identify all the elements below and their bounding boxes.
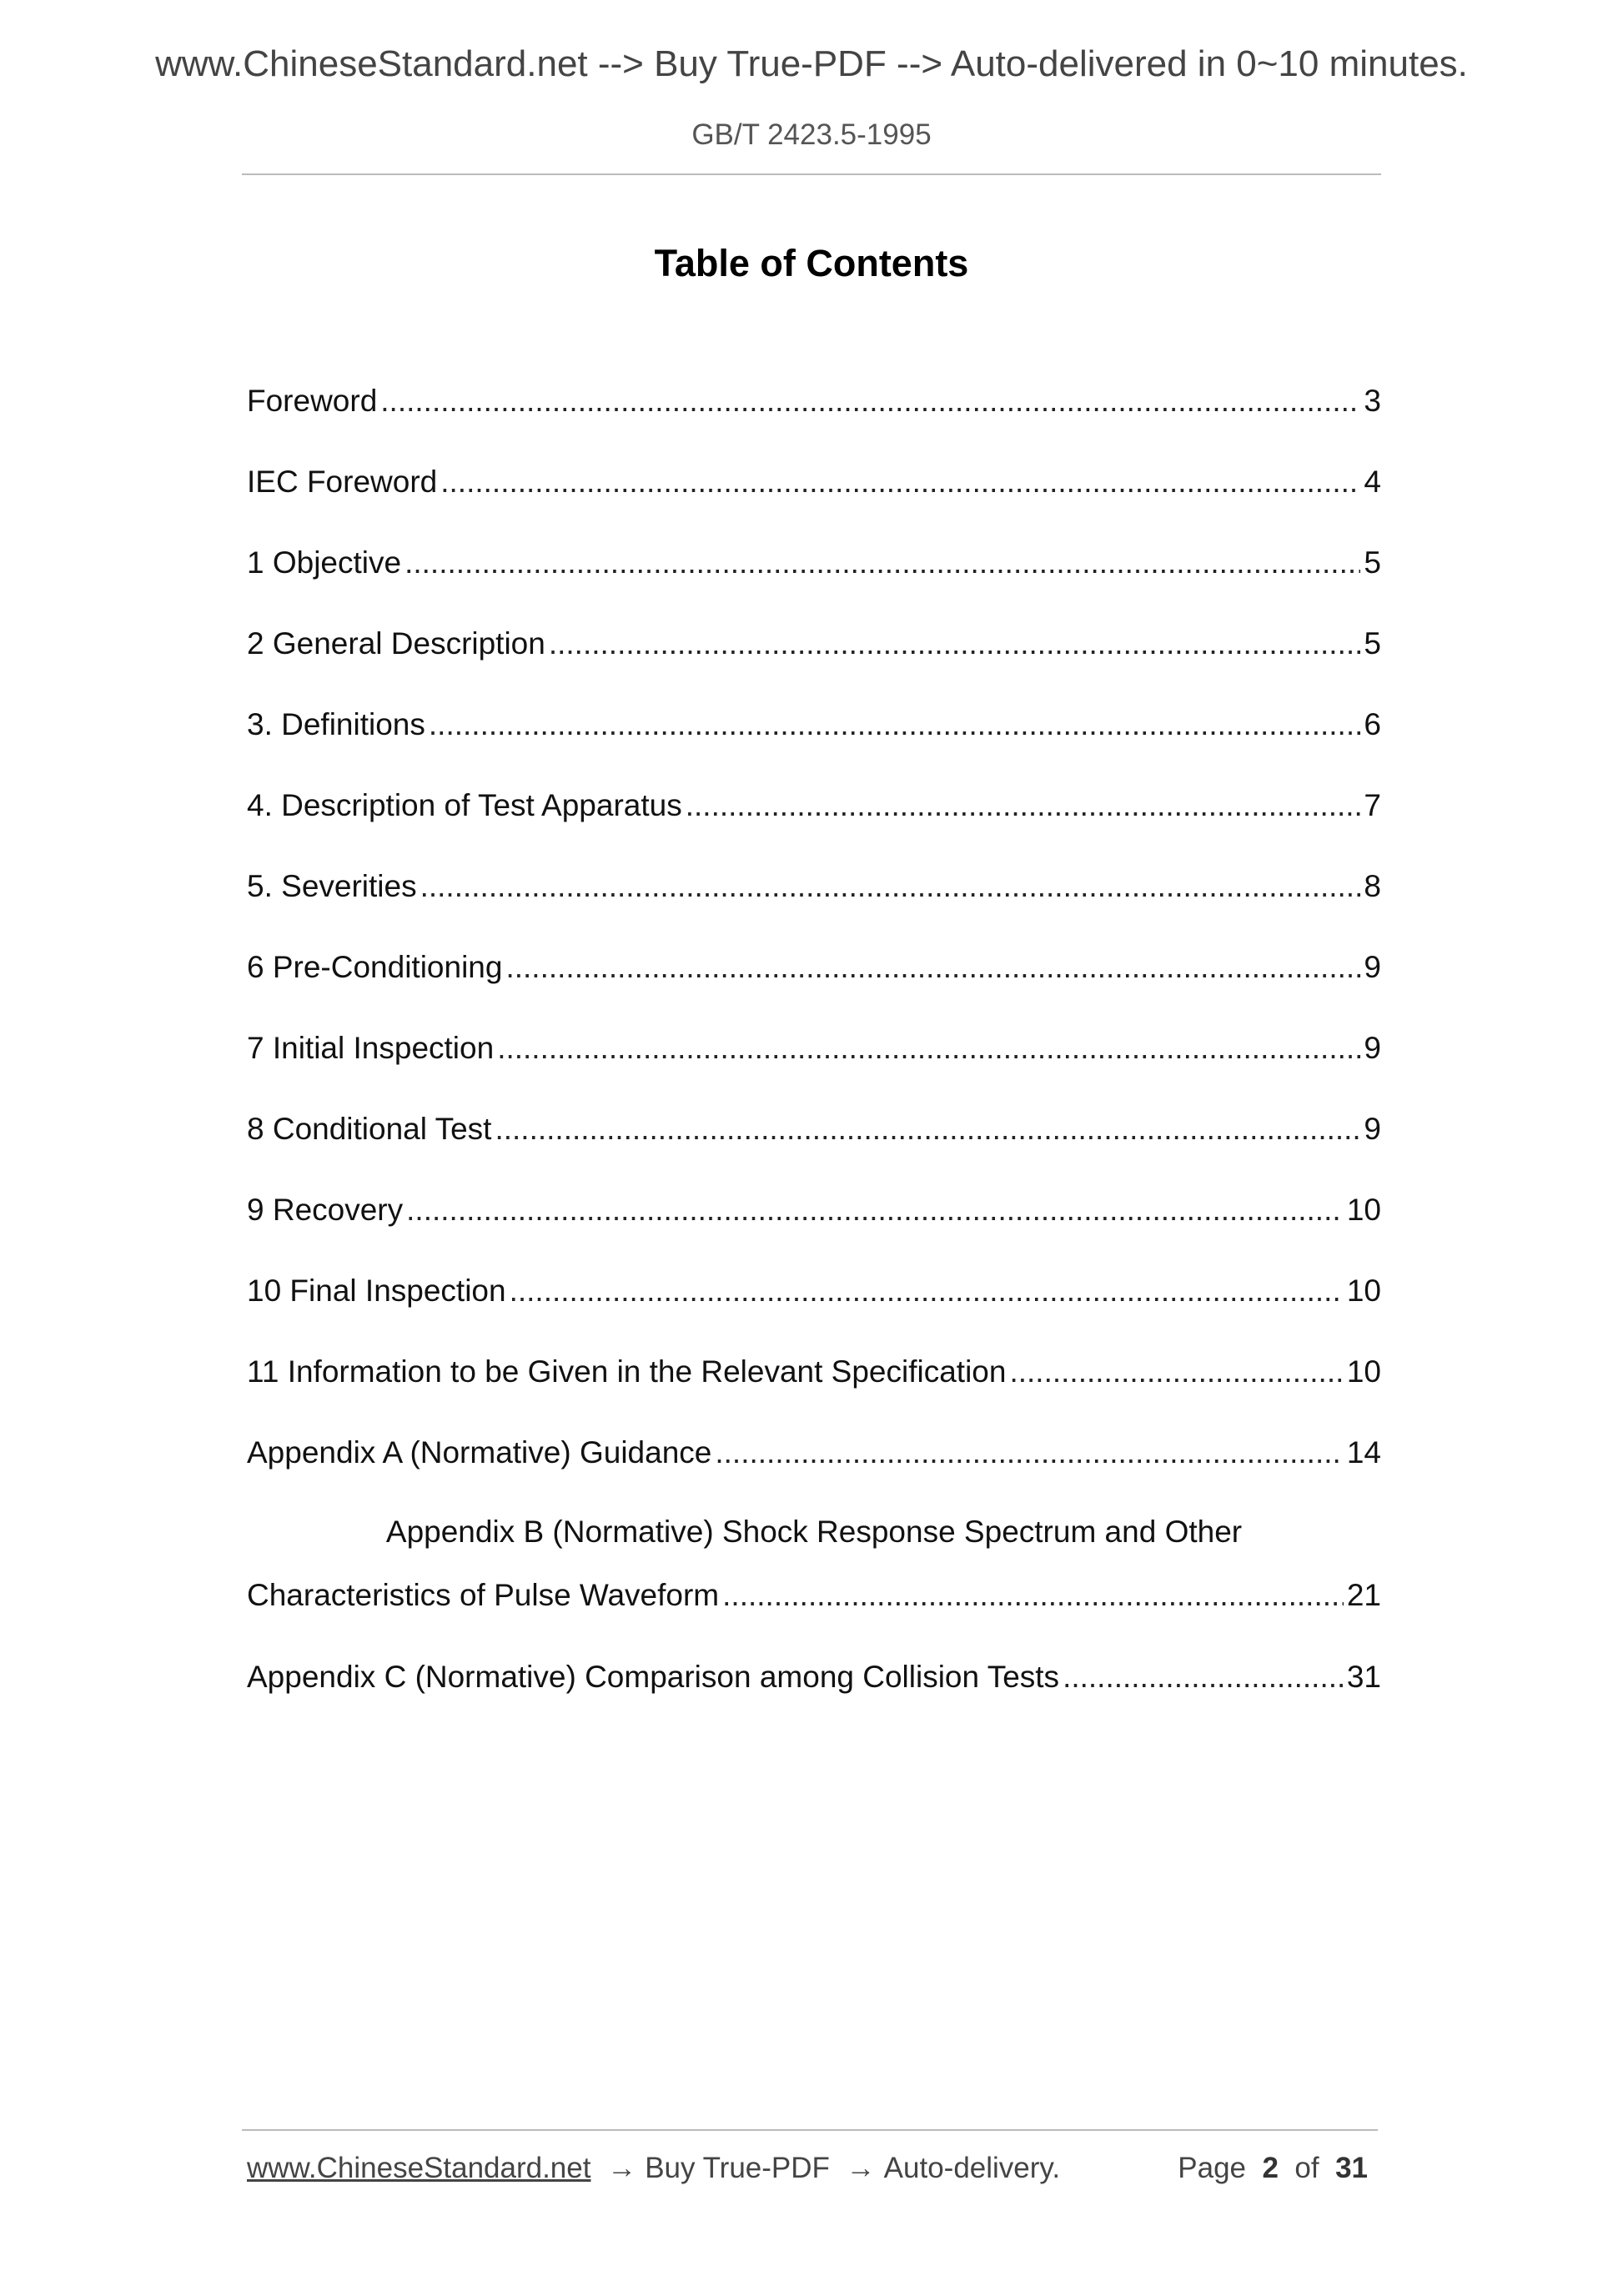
- dot-leader: [440, 456, 1360, 508]
- toc-entry-label: 7 Initial Inspection: [247, 1031, 495, 1065]
- dot-leader: [495, 1103, 1360, 1155]
- toc-entry-page: 9: [1364, 950, 1381, 984]
- header-divider: [242, 173, 1381, 175]
- toc-entry-label: 9 Recovery: [247, 1193, 404, 1227]
- buy-pdf-text: Buy True-PDF: [645, 2152, 830, 2184]
- dot-leader: [406, 1184, 1344, 1236]
- page-footer: [247, 2152, 1378, 2185]
- dot-leader: [686, 780, 1361, 831]
- toc-entry-page: 8: [1364, 869, 1381, 903]
- toc-entry-page: 9: [1364, 1031, 1381, 1065]
- toc-entry-page: 31: [1346, 1660, 1381, 1694]
- top-banner: www.ChineseStandard.net --> Buy True-PDF --> Auto-delivered in 0~10 minutes.: [155, 43, 1468, 84]
- toc-entry-page: 14: [1346, 1435, 1381, 1470]
- toc-entry-iec-foreword[interactable]: [247, 456, 1381, 537]
- toc-entry-appendix-c[interactable]: [247, 1651, 1381, 1732]
- toc-entry-label: Foreword: [247, 384, 378, 418]
- toc-entry-label-line1: Appendix B (Normative) Shock Response Spectrum and Other: [385, 1515, 1243, 1549]
- website-link[interactable]: www.ChineseStandard.net: [247, 2152, 591, 2184]
- toc-entry-label: 3. Definitions: [247, 707, 425, 741]
- dot-leader: [404, 537, 1360, 589]
- dot-leader: [1063, 1651, 1344, 1703]
- page-number: [1178, 2152, 1368, 2185]
- toc-entry-page: 6: [1364, 707, 1381, 741]
- toc-entry-page: 10: [1346, 1354, 1381, 1389]
- dot-leader: [1009, 1346, 1343, 1398]
- toc-entry-label: Appendix A (Normative) Guidance: [247, 1435, 712, 1470]
- table-of-contents: [247, 375, 1381, 1732]
- toc-entry-page: 5: [1364, 626, 1381, 661]
- toc-entry-objective[interactable]: [247, 537, 1381, 618]
- dot-leader: [429, 699, 1361, 751]
- toc-entry-label: 5. Severities: [247, 869, 417, 903]
- toc-entry-page: 10: [1346, 1274, 1381, 1308]
- toc-entry-page: 3: [1364, 384, 1381, 418]
- toc-entry-label: 8 Conditional Test: [247, 1112, 492, 1146]
- toc-entry-label: 4. Description of Test Apparatus: [247, 788, 682, 822]
- arrow-right-icon: →: [846, 2152, 876, 2184]
- toc-entry-page: 5: [1364, 545, 1381, 580]
- of-word: of: [1294, 2152, 1319, 2184]
- auto-delivery-text: Auto-delivery.: [883, 2152, 1061, 2184]
- dot-leader: [549, 618, 1361, 670]
- toc-entry-page: 10: [1346, 1193, 1381, 1227]
- page-title: Table of Contents: [654, 242, 969, 284]
- toc-entry-appendix-a[interactable]: [247, 1427, 1381, 1508]
- toc-entry-page: 4: [1364, 465, 1381, 499]
- dot-leader: [722, 1570, 1344, 1621]
- toc-entry-relevant-specification[interactable]: [247, 1346, 1381, 1427]
- toc-entry-label: 1 Objective: [247, 545, 402, 580]
- dot-leader: [510, 1265, 1344, 1317]
- toc-entry-pre-conditioning[interactable]: [247, 942, 1381, 1022]
- page-word: Page: [1178, 2152, 1247, 2184]
- total-pages: 31: [1335, 2152, 1368, 2184]
- document-code: GB/T 2423.5-1995: [691, 118, 932, 151]
- current-page: 2: [1262, 2152, 1279, 2184]
- toc-entry-label: Appendix C (Normative) Comparison among Collision Tests: [247, 1660, 1060, 1694]
- toc-entry-definitions[interactable]: [247, 699, 1381, 780]
- toc-entry-foreword[interactable]: [247, 375, 1381, 456]
- toc-entry-page: 21: [1346, 1578, 1381, 1612]
- dot-leader: [380, 375, 1360, 427]
- toc-entry-label: 11 Information to be Given in the Relevant Specification: [247, 1354, 1007, 1389]
- toc-entry-appendix-b[interactable]: [247, 1508, 1381, 1651]
- footer-divider: [242, 2129, 1378, 2131]
- toc-entry-label-line2: Characteristics of Pulse Waveform: [247, 1578, 720, 1612]
- dot-leader: [505, 942, 1360, 993]
- toc-entry-conditional-test[interactable]: [247, 1103, 1381, 1184]
- dot-leader: [715, 1427, 1343, 1479]
- toc-entry-test-apparatus[interactable]: [247, 780, 1381, 861]
- toc-entry-label: IEC Foreword: [247, 465, 438, 499]
- toc-entry-label: 10 Final Inspection: [247, 1274, 506, 1308]
- toc-entry-initial-inspection[interactable]: [247, 1022, 1381, 1103]
- toc-entry-general-description[interactable]: [247, 618, 1381, 699]
- toc-entry-recovery[interactable]: [247, 1184, 1381, 1265]
- toc-entry-severities[interactable]: [247, 861, 1381, 942]
- dot-leader: [497, 1022, 1360, 1074]
- arrow-right-icon: →: [607, 2152, 637, 2184]
- toc-entry-page: 9: [1364, 1112, 1381, 1146]
- dot-leader: [420, 861, 1361, 912]
- toc-entry-label: 6 Pre-Conditioning: [247, 950, 503, 984]
- toc-entry-final-inspection[interactable]: [247, 1265, 1381, 1346]
- toc-entry-label: 2 General Description: [247, 626, 545, 661]
- toc-entry-page: 7: [1364, 788, 1381, 822]
